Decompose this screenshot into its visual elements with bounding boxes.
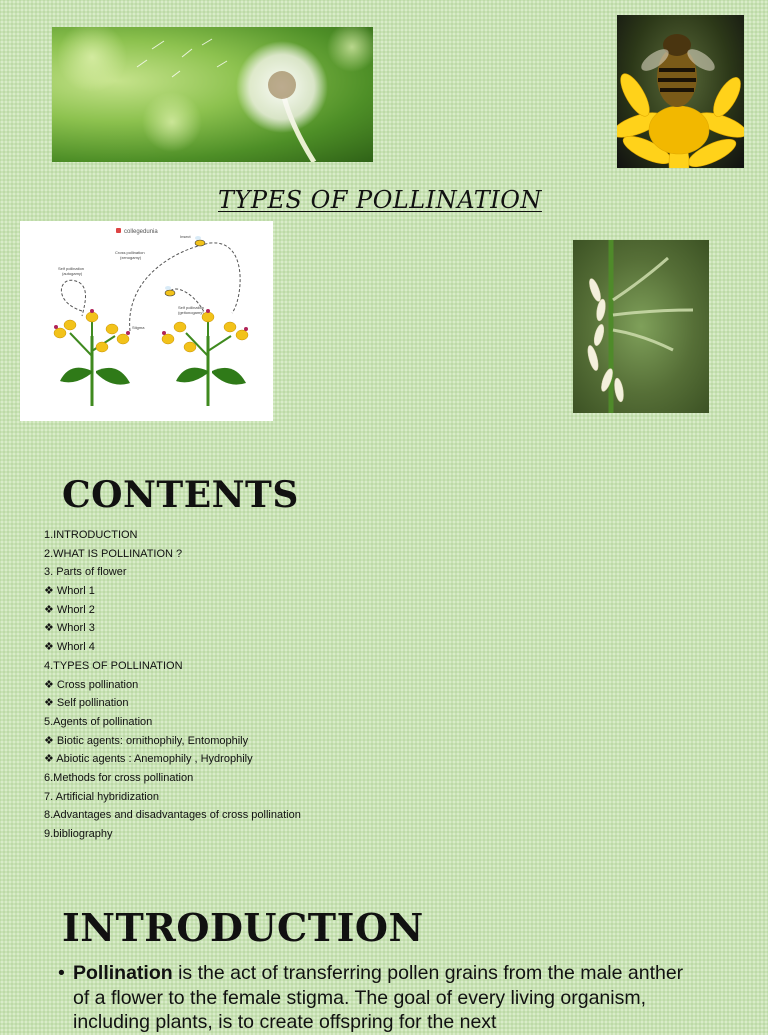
list-item: ❖ Whorl 4 xyxy=(44,641,95,654)
list-item: ❖ Self pollination xyxy=(44,697,129,710)
cross-pollination-label: Cross pollination xyxy=(115,250,145,255)
cross-pollination-note: (xenogamy) xyxy=(120,255,142,260)
bullet-icon: • xyxy=(58,962,65,984)
list-item: ❖ Whorl 3 xyxy=(44,622,95,635)
page-title: TYPES OF POLLINATION xyxy=(218,186,542,214)
introduction-text: is the act of transferring pollen grains from the male anther of a flower to the female stigma. The goal of every living organism, including plants, is to create offspring for the next xyxy=(73,962,684,1033)
list-item: ❖ Cross pollination xyxy=(44,678,139,691)
list-item: ❖ Whorl 2 xyxy=(44,603,95,616)
contents-list xyxy=(44,526,301,844)
plant-illustration-right xyxy=(162,309,248,406)
pollination-diagram xyxy=(20,221,273,421)
list-item: ❖ Biotic agents: ornithophily, Entomophily xyxy=(44,734,249,747)
list-item: 4.TYPES OF POLLINATION xyxy=(44,659,183,672)
bee-icon xyxy=(165,286,175,296)
list-item: ❖ Whorl 1 xyxy=(44,585,95,598)
pollination-term: Pollination xyxy=(73,962,173,984)
brand-logo xyxy=(116,228,158,235)
list-item: 7. Artificial hybridization xyxy=(44,790,159,803)
introduction-paragraph xyxy=(58,961,688,1035)
bee-on-flower-photo xyxy=(617,15,744,168)
dandelion-photo xyxy=(52,27,373,162)
self-pollination-left-label: Self pollination xyxy=(58,266,85,271)
list-item: 2.WHAT IS POLLINATION ? xyxy=(44,547,183,560)
list-item: ❖ Abiotic agents : Anemophily , Hydrophily xyxy=(44,753,253,766)
list-item: 5.Agents of pollination xyxy=(44,715,153,728)
brand-text: collegedunia xyxy=(124,229,158,235)
self-pollination-left-note: (autogamy) xyxy=(62,271,83,276)
list-item: 9.bibliography xyxy=(44,828,113,840)
list-item: 1.INTRODUCTION xyxy=(44,529,138,541)
bee-icon xyxy=(195,236,205,246)
introduction-heading: INTRODUCTION xyxy=(62,905,424,950)
self-pollination-right-note: (geitonogamy) xyxy=(178,310,204,315)
plant-illustration-left xyxy=(54,309,130,406)
self-pollination-right-label: Self pollination xyxy=(178,305,205,310)
insect-label: Insect xyxy=(180,234,191,239)
list-item: 6.Methods for cross pollination xyxy=(44,771,194,784)
contents-heading: CONTENTS xyxy=(62,474,299,516)
list-item: 3. Parts of flower xyxy=(44,566,127,579)
stigma-label: Stigma xyxy=(132,325,145,330)
grass-flower-photo xyxy=(573,240,709,413)
list-item: 8.Advantages and disadvantages of cross pollination xyxy=(44,809,301,822)
